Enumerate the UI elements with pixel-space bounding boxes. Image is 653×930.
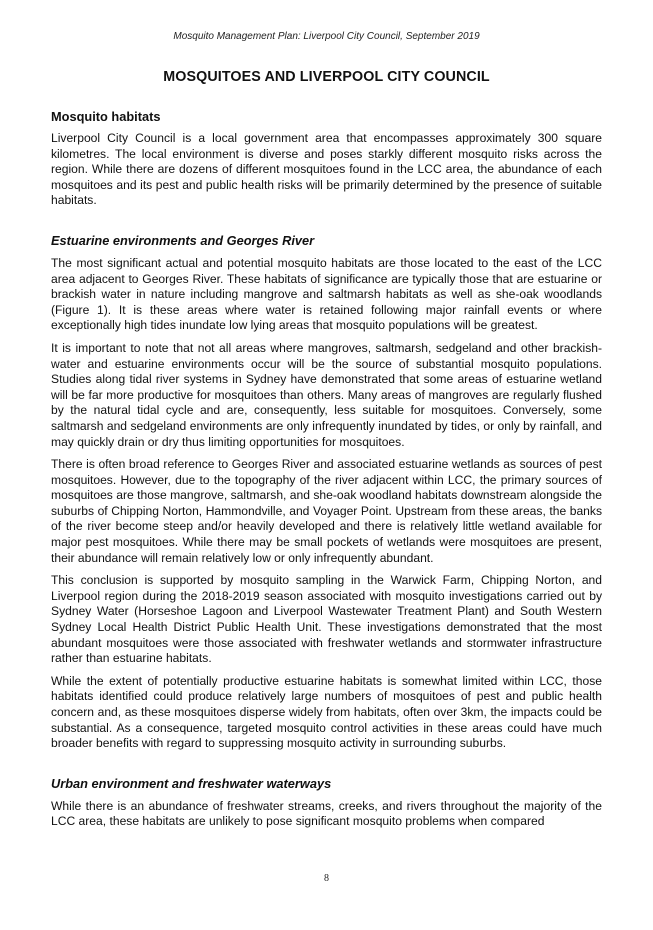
- document-body: [51, 109, 602, 837]
- paragraph: There is often broad reference to Georges River and associated estuarine wetlands as sources of pest mosquitoes. However, due to the topography of the river adjacent within LCC, the primary sources of mosquitoes are those mangrove, saltmarsh, and she-oak woodland habitats downstream alongside the suburbs of Chipping Norton, Hammondville, and Voyager Point. Upstream from these areas, the banks of the river become steep and/or heavily developed and there is relatively little wetland available for major pest mosquitoes. While there may be small pockets of wetlands were mosquitoes are present, their abundance will remain relatively low or only infrequently abundant.: [51, 457, 602, 565]
- paragraph: This conclusion is supported by mosquito sampling in the Warwick Farm, Chipping Norton, and Liverpool region during the 2018-2019 season associated with mosquito investigations carried out by Sydney Water (Horseshoe Lagoon and Liverpool Wastewater Treatment Plant) and South Western Sydney Local Health District Public Health Unit. These investigations demonstrated that the most abundant mosquitoes were those associated with freshwater wetlands and stormwater infrastructure rather than estuarine habitats.: [51, 573, 602, 666]
- page-title: MOSQUITOES AND LIVERPOOL CITY COUNCIL: [163, 69, 490, 85]
- paragraph: While there is an abundance of freshwater streams, creeks, and rivers throughout the majority of the LCC area, these habitats are unlikely to pose significant mosquito problems when compared: [51, 798, 602, 829]
- subsection-heading: Urban environment and freshwater waterways: [51, 775, 332, 791]
- section-urban-environment: [51, 776, 602, 830]
- section-heading: Mosquito habitats: [51, 109, 161, 124]
- paragraph: It is important to note that not all areas where mangroves, saltmarsh, sedgeland and other brackish-water and estuarine environments occur will be the source of substantial mosquito populations. Studies along tidal river systems in Sydney have demonstrated that some areas of estuarine wetland will be far more productive for mosquitoes than others. Many areas of mangroves are regularly flushed by the natural tidal cycle and are, consequently, less suitable for mosquitoes. Conversely, some saltmarsh and sedgeland environments are only infrequently inundated by tides, or only by rainfall, and may quickly drain or dry thus limiting opportunities for mosquitoes.: [51, 340, 602, 449]
- running-header: Mosquito Management Plan: Liverpool City Council, September 2019: [173, 31, 480, 42]
- section-mosquito-habitats: [51, 109, 602, 209]
- paragraph: While the extent of potentially productive estuarine habitats is somewhat limited within LCC, those habitats identified could produce relatively large numbers of mosquitoes of pest and public health concern and, as these mosquitoes disperse widely from habitats, often over 3km, the impacts could be substantial. As a consequence, targeted mosquito control activities in these areas could have much broader benefits with regard to suppressing mosquito activity in surrounding suburbs.: [51, 673, 602, 751]
- section-estuarine-environments: [51, 233, 602, 752]
- paragraph: Liverpool City Council is a local government area that encompasses approximately 300 square kilometres. The local environment is diverse and poses starkly different mosquito risks across the region. While there are dozens of different mosquitoes found in the LCC area, the abundance of each mosquitoes and its pest and public health risks will be primarily determined by the presence of suitable habitats.: [51, 131, 602, 208]
- subsection-heading: Estuarine environments and Georges River: [51, 232, 315, 248]
- page-number: 8: [324, 873, 329, 884]
- paragraph: The most significant actual and potential mosquito habitats are those located to the east of the LCC area adjacent to Georges River. These habitats of significance are typically those that are estuarine or brackish water in nature including mangrove and saltmarsh habitats as well as she-oak woodlands (Figure 1). It is these areas where water is retained following major rainfall events or where exceptionally high tides inundate low lying areas that mosquito populations will be greatest.: [51, 255, 602, 333]
